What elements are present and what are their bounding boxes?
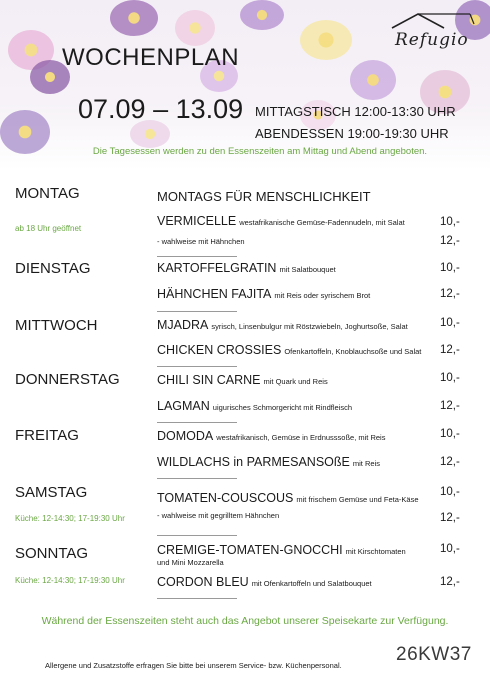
separator (157, 422, 237, 423)
dish-name: TOMATEN-COUSCOUS (157, 491, 294, 505)
day-sunday: SONNTAG (15, 545, 89, 562)
dish-option: - wahlweise mit gegrilltem Hähnchen (157, 511, 280, 520)
dish-description: mit Quark und Reis (263, 377, 328, 386)
dish-price: 12,- (440, 344, 460, 356)
day-saturday: SAMSTAG (15, 484, 88, 501)
separator (157, 256, 237, 257)
dish-name: HÄHNCHEN FAJITA (157, 287, 272, 301)
dish-price: 12,- (440, 400, 460, 412)
separator (157, 535, 237, 536)
dish-name: KARTOFFELGRATIN (157, 261, 277, 275)
dish (157, 455, 380, 469)
day-note: Küche: 12-14:30; 17-19:30 Uhr (15, 514, 125, 523)
dish-price: 12,- (440, 288, 460, 300)
dish-price: 12,- (440, 235, 460, 247)
dish-name: CHILI SIN CARNE (157, 373, 261, 387)
dish-name: CORDON BLEU (157, 575, 249, 589)
day-tuesday: DIENSTAG (15, 260, 91, 277)
day-wednesday: MITTWOCH (15, 317, 98, 334)
dish-price: 10,- (440, 372, 460, 384)
dish (157, 343, 421, 357)
dish-price: 10,- (440, 262, 460, 274)
dish (157, 429, 385, 443)
day-monday: MONTAG (15, 185, 80, 202)
dish-description: westafrikanisch, Gemüse in Erdnusssoße, mit Reis (216, 433, 386, 442)
info-line: Die Tagesessen werden zu den Essenszeiten am Mittag und Abend angeboten. (92, 146, 428, 157)
dish-description: mit Reis (352, 459, 380, 468)
menu-card-note: Während der Essenszeiten steht auch das Angebot unserer Speisekarte zur Verfügung. (41, 615, 449, 627)
dish-price: 10,- (440, 486, 460, 498)
week-dates: 07.09 – 13.09 (78, 94, 244, 124)
dish-name: LAGMAN (157, 399, 210, 413)
dish (157, 373, 328, 387)
lunch-hours: MITTAGSTISCH 12:00-13:30 UHR (255, 104, 456, 119)
dish-description: westafrikanische Gemüse-Fadennudeln, mit Salat (239, 218, 405, 227)
dish-price: 12,- (440, 456, 460, 468)
dish-name: VERMICELLE (157, 214, 237, 228)
day-note: Küche: 12-14:30; 17-19:30 Uhr (15, 576, 125, 585)
dish-name: WILDLACHS in PARMESANSOßE (157, 455, 350, 469)
dish-price: 12,- (440, 576, 460, 588)
dish-option: - wahlweise mit Hähnchen (157, 237, 245, 246)
dish-description: mit Ofenkartoffeln und Salatbouquet (251, 579, 372, 588)
dish (157, 543, 406, 557)
day-note: ab 18 Uhr geöffnet (15, 224, 82, 233)
allergen-note: Allergene und Zusatzstoffe erfragen Sie bitte bei unserem Service- bzw. Küchenpersonal. (45, 661, 342, 670)
dish-description: uigurisches Schmorgericht mit Rindfleisch (212, 403, 353, 412)
flower-decoration (175, 10, 215, 46)
dish (157, 575, 372, 589)
monday-heading: MONTAGS FÜR MENSCHLICHKEIT (157, 189, 371, 204)
flower-decoration (110, 0, 158, 36)
dish-price: 10,- (440, 216, 460, 228)
separator (157, 598, 237, 599)
day-friday: FREITAG (15, 427, 79, 444)
dish-name: DOMODA (157, 429, 214, 443)
flower-decoration (240, 0, 284, 30)
separator (157, 311, 237, 312)
separator (157, 478, 237, 479)
dish (157, 214, 405, 228)
dish (157, 318, 408, 332)
flower-decoration (350, 60, 396, 100)
dish-name: MJADRA (157, 318, 209, 332)
dish-name: CHICKEN CROSSIES (157, 343, 282, 357)
page-title: WOCHENPLAN (62, 44, 240, 71)
dish-description: mit Kirschtomaten (345, 547, 406, 556)
flower-decoration (300, 20, 352, 60)
dish-description-continued: und Mini Mozzarella (157, 558, 224, 567)
dish (157, 287, 370, 301)
dish-description: Ofenkartoffeln, Knoblauchsoße und Salat (284, 347, 422, 356)
dish-price: 10,- (440, 317, 460, 329)
refugio-logo: Refugio (395, 30, 469, 50)
dish (157, 491, 419, 505)
separator (157, 366, 237, 367)
dish (157, 261, 336, 275)
day-thursday: DONNERSTAG (15, 371, 120, 388)
dish-price: 12,- (440, 512, 460, 524)
dish (157, 399, 352, 413)
dish-price: 10,- (440, 428, 460, 440)
dinner-hours: ABENDESSEN 19:00-19:30 UHR (255, 126, 449, 141)
dish-description: mit Reis oder syrischem Brot (274, 291, 371, 300)
dish-description: mit frischem Gemüse und Feta-Käse (296, 495, 419, 504)
dish-description: mit Salatbouquet (279, 265, 336, 274)
dish-description: syrisch, Linsenbulgur mit Röstzwiebeln, Joghurtsoße, Salat (211, 322, 408, 331)
week-code: 26KW37 (396, 644, 472, 665)
dish-price: 10,- (440, 543, 460, 555)
dish-name: CREMIGE-TOMATEN-GNOCCHI (157, 543, 343, 557)
